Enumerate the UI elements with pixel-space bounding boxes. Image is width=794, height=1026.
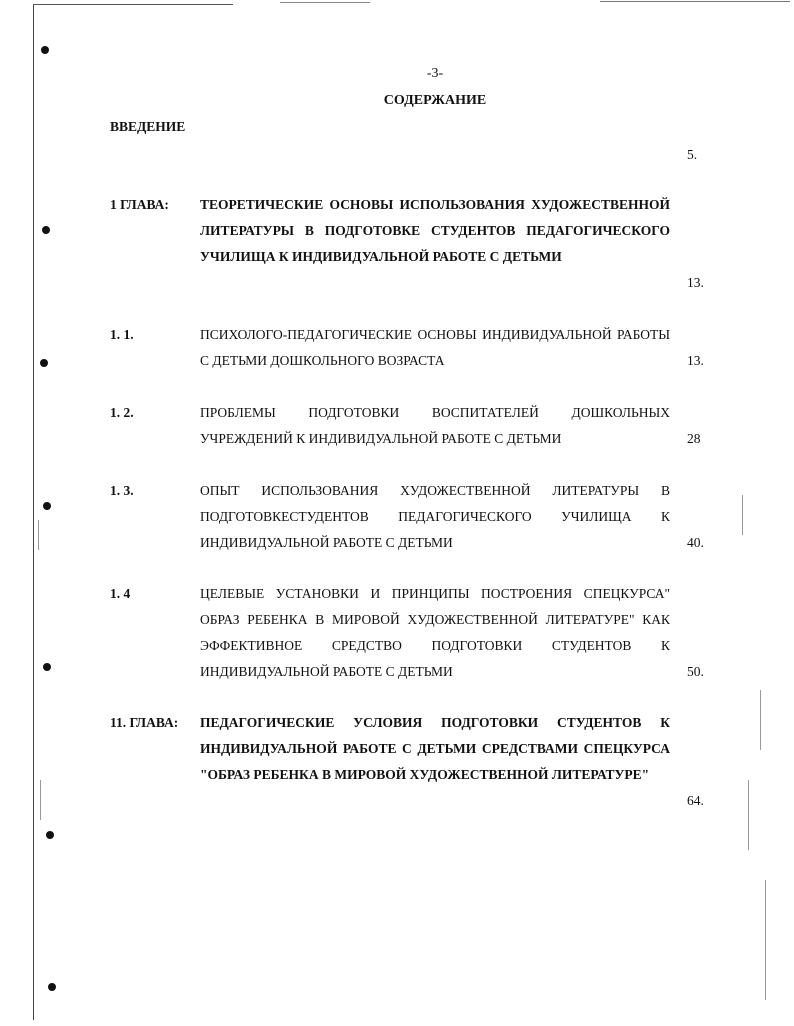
toc-entry-label: 1. 2. — [110, 405, 134, 420]
toc-entry-page: 13. — [687, 275, 704, 290]
toc-introduction-page: 5. — [687, 147, 698, 162]
toc-entry-text: ЦЕЛЕВЫЕ УСТАНОВКИ И ПРИНЦИПЫ ПОСТРОЕНИЯ СПЕЦКУРСА" ОБРАЗ РЕБЕНКА В МИРОВОЙ ХУДОЖЕСТВЕННОЙ ЛИТЕРАТУРЕ" КАК ЭФФЕКТИВНОЕ СРЕДСТВО ПОДГОТОВКИ СТУДЕНТОВ К ИНДИВИДУАЛЬНОЙ РАБОТЕ С ДЕТЬМИ — [200, 586, 670, 679]
punch-hole-mark — [48, 983, 56, 991]
toc-entry-text: ПСИХОЛОГО-ПЕДАГОГИЧЕСКИЕ ОСНОВЫ ИНДИВИДУАЛЬНОЙ РАБОТЫ С ДЕТЬМИ ДОШКОЛЬНОГО ВОЗРАСТА — [200, 327, 670, 368]
toc-entry-page: 50. — [687, 664, 704, 679]
toc-entry-page: 64. — [687, 793, 704, 808]
scan-speck — [40, 780, 41, 820]
scan-speck — [760, 690, 761, 750]
scan-border-top — [280, 2, 370, 3]
scan-speck — [765, 880, 766, 1000]
toc-entry-text: ОПЫТ ИСПОЛЬЗОВАНИЯ ХУДОЖЕСТВЕННОЙ ЛИТЕРАТУРЫ В ПОДГОТОВКЕСТУДЕНТОВ ПЕДАГОГИЧЕСКОГО УЧИЛИЩА К ИНДИВИДУАЛЬНОЙ РАБОТЕ С ДЕТЬМИ — [200, 483, 670, 550]
punch-hole-mark — [46, 831, 54, 839]
scan-border-top — [33, 4, 233, 5]
scan-speck — [748, 780, 749, 850]
scan-border-left — [33, 4, 34, 1020]
punch-hole-mark — [42, 226, 50, 234]
scan-speck — [38, 520, 39, 550]
toc-entry-label: 1. 4 — [110, 586, 131, 601]
toc-entry-label: 1. 1. — [110, 327, 134, 342]
toc-entry-label: 1 ГЛАВА: — [110, 197, 169, 212]
page-title: СОДЕРЖАНИЕ — [383, 93, 487, 108]
punch-hole-mark — [40, 359, 48, 367]
toc-entry-page: 40. — [687, 535, 704, 550]
toc-entry-page: 28 — [687, 431, 701, 446]
punch-hole-mark — [43, 663, 51, 671]
toc-entry-text: ПЕДАГОГИЧЕСКИЕ УСЛОВИЯ ПОДГОТОВКИ СТУДЕНТОВ К ИНДИВИДУАЛЬНОЙ РАБОТЕ С ДЕТЬМИ СРЕДСТВАМИ СПЕЦКУРСА "ОБРАЗ РЕБЕНКА В МИРОВОЙ ХУДОЖЕСТВЕННОЙ ЛИТЕРАТУРЕ" — [200, 715, 670, 782]
toc-introduction-label: ВВЕДЕНИЕ — [110, 119, 186, 134]
toc-entry-label: 11. ГЛАВА: — [110, 715, 179, 730]
scan-speck — [742, 495, 743, 535]
toc-entry-text: ПРОБЛЕМЫ ПОДГОТОВКИ ВОСПИТАТЕЛЕЙ ДОШКОЛЬНЫХ УЧРЕЖДЕНИЙ К ИНДИВИДУАЛЬНОЙ РАБОТЕ С ДЕТЬМИ — [200, 405, 670, 446]
toc-entry-text: ТЕОРЕТИЧЕСКИЕ ОСНОВЫ ИСПОЛЬЗОВАНИЯ ХУДОЖЕСТВЕННОЙ ЛИТЕРАТУРЫ В ПОДГОТОВКЕ СТУДЕНТОВ ПЕДАГОГИЧЕСКОГО УЧИЛИЩА К ИНДИВИДУАЛЬНОЙ РАБОТЕ С ДЕТЬМИ — [200, 197, 670, 264]
toc-entry-label: 1. 3. — [110, 483, 134, 498]
scan-border-top — [600, 1, 790, 2]
punch-hole-mark — [43, 502, 51, 510]
page-number: -3- — [426, 66, 444, 81]
toc-entry-page: 13. — [687, 353, 704, 368]
punch-hole-mark — [41, 46, 49, 54]
